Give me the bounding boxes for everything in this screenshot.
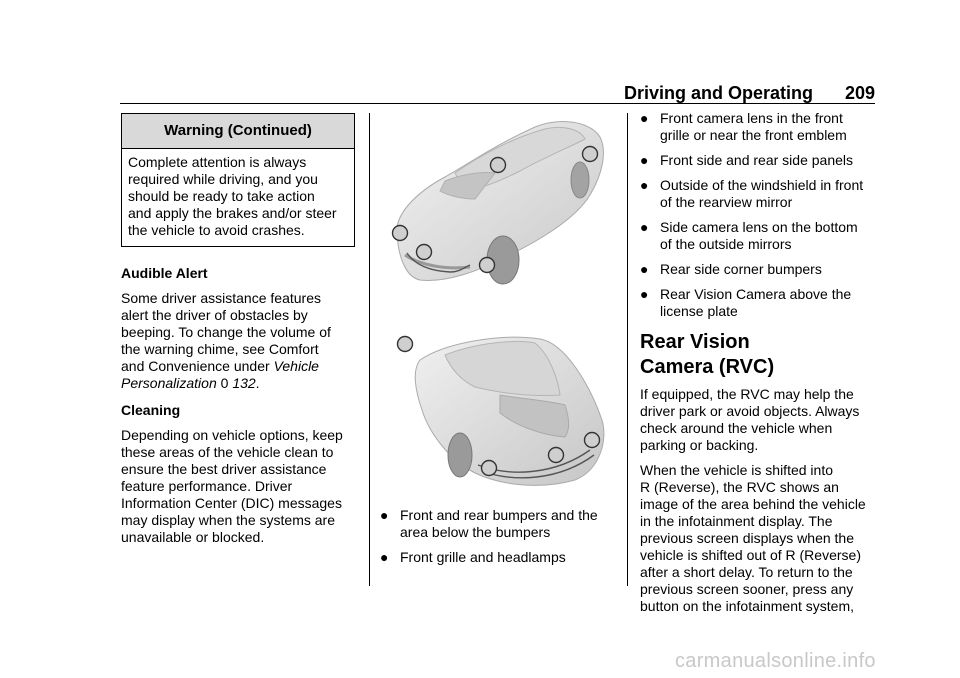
text-line: Depending on vehicle options, keep: [121, 427, 343, 443]
warning-line: should be ready to take action: [128, 188, 315, 204]
audible-alert-paragraph: [121, 290, 355, 392]
section-title: Driving and Operating: [623, 83, 813, 103]
text-line: Information Center (DIC) messages: [121, 495, 342, 511]
text-line: license plate: [660, 303, 738, 319]
text-line: may display when the systems are: [121, 512, 335, 528]
text-line: vehicle is shifted out of R (Reverse): [640, 547, 861, 563]
text-fragment: and Convenience under: [121, 358, 270, 374]
text-line: parking or backing.: [640, 437, 759, 453]
rear-corner-sensor-marker: [585, 433, 600, 448]
bumper-sensor-marker: [480, 258, 495, 273]
warning-line: the vehicle to avoid crashes.: [128, 222, 305, 238]
bullet-mark: ●: [640, 177, 649, 193]
middle-bullet-list: [380, 507, 612, 566]
right-bullet-list: [640, 110, 876, 320]
right-column: [640, 110, 876, 615]
list-item: [640, 261, 876, 278]
list-item: [640, 152, 876, 169]
list-item: [640, 177, 876, 211]
warning-line: Complete attention is always: [128, 154, 307, 170]
list-item: [640, 286, 876, 320]
text-line: previous screen sooner, press any: [640, 581, 854, 597]
corner-sensor-marker: [393, 226, 408, 241]
personalization-link[interactable]: Personalization: [121, 375, 217, 391]
text-line: the warning chime, see Comfort: [121, 341, 319, 357]
title-line: Rear Vision: [640, 331, 750, 353]
text-line: alert the driver of obstacles by: [121, 307, 308, 323]
page-ref-symbol: 0: [220, 375, 229, 391]
text-line: Outside of the windshield in front: [660, 177, 864, 193]
bullet-mark: ●: [640, 152, 649, 168]
text-line: Side camera lens on the bottom: [660, 219, 858, 235]
left-column: [121, 113, 355, 546]
text-line: after a short delay. To return to the: [640, 564, 853, 580]
text-line: Front and rear bumpers and the: [400, 507, 598, 523]
text-line: grille or near the front emblem: [660, 127, 847, 143]
warning-body: [122, 149, 354, 246]
footer-watermark[interactable]: carmanualsonline.info: [675, 650, 876, 672]
vehicle-link[interactable]: Vehicle: [273, 358, 319, 374]
rvc-paragraph-1: [640, 386, 876, 454]
list-item: [640, 110, 876, 144]
text-line: unavailable or blocked.: [121, 529, 265, 545]
bullet-mark: ●: [640, 110, 649, 126]
text-line: in the infotainment display. The: [640, 513, 833, 529]
text-line: R (Reverse), the RVC shows an: [640, 479, 839, 495]
warning-title: Warning (Continued): [122, 114, 354, 149]
text-line: area below the bumpers: [400, 524, 551, 540]
warning-line: and apply the brakes and/or steer: [128, 205, 337, 221]
text-line: driver park or avoid objects. Always: [640, 403, 860, 419]
text-line: feature performance. Driver: [121, 478, 293, 494]
page-number: 209: [844, 83, 875, 103]
text-line: beeping. To change the volume of: [121, 324, 331, 340]
column-divider: [627, 113, 628, 586]
list-item: [380, 507, 612, 541]
bullet-mark: ●: [640, 286, 649, 302]
text-line: previous screen displays when the: [640, 530, 855, 546]
text-line: Front camera lens in the front: [660, 110, 843, 126]
grille-sensor-marker: [417, 245, 432, 260]
rvc-paragraph-2: [640, 462, 876, 615]
windshield-sensor-marker: [491, 158, 506, 173]
side-corner-sensor-marker: [398, 337, 413, 352]
page-header: [120, 80, 875, 104]
list-item: [640, 219, 876, 253]
text-line: If equipped, the RVC may help the: [640, 386, 854, 402]
bullet-mark: ●: [380, 549, 389, 565]
rear-wheel: [571, 162, 589, 198]
rear-bumper-sensor-marker: [482, 461, 497, 476]
text-line: Some driver assistance features: [121, 290, 321, 306]
front-car-illustration: [385, 115, 615, 300]
text-line: Personalization 0 132.: [121, 375, 260, 391]
title-line: Camera (RVC): [640, 356, 775, 378]
warning-box: [121, 113, 355, 247]
bullet-mark: ●: [380, 507, 389, 523]
text-line: Front side and rear side panels: [660, 152, 853, 168]
cleaning-heading: Cleaning: [121, 402, 181, 418]
text-line: Front grille and headlamps: [400, 549, 566, 565]
text-line: Rear Vision Camera above the: [660, 286, 852, 302]
text-line: ensure the best driver assistance: [121, 461, 327, 477]
warning-line: required while driving, and you: [128, 171, 318, 187]
bullet-mark: ●: [640, 261, 649, 277]
text-line: When the vehicle is shifted into: [640, 462, 833, 478]
list-item: [380, 549, 612, 566]
cleaning-paragraph: [121, 427, 355, 546]
text-line: [121, 358, 355, 375]
text-line: these areas of the vehicle clean to: [121, 444, 334, 460]
side-panel-sensor-marker: [583, 147, 598, 162]
text-line: of the rearview mirror: [660, 194, 793, 210]
text-line: image of the area behind the vehicle: [640, 496, 866, 512]
rear-car-illustration: [390, 325, 615, 495]
text-line: Rear side corner bumpers: [660, 261, 822, 277]
text-line: button on the infotainment system,: [640, 598, 855, 614]
rear-wheel: [448, 433, 472, 477]
header-rule: [120, 103, 875, 104]
column-divider: [369, 113, 370, 586]
audible-alert-heading: Audible Alert: [121, 265, 208, 281]
rear-camera-marker: [549, 448, 564, 463]
rvc-section-title: [640, 330, 876, 380]
text-line: of the outside mirrors: [660, 236, 792, 252]
text-line: check around the vehicle when: [640, 420, 833, 436]
bullet-mark: ●: [640, 219, 649, 235]
page-ref-number[interactable]: 132: [232, 375, 256, 391]
